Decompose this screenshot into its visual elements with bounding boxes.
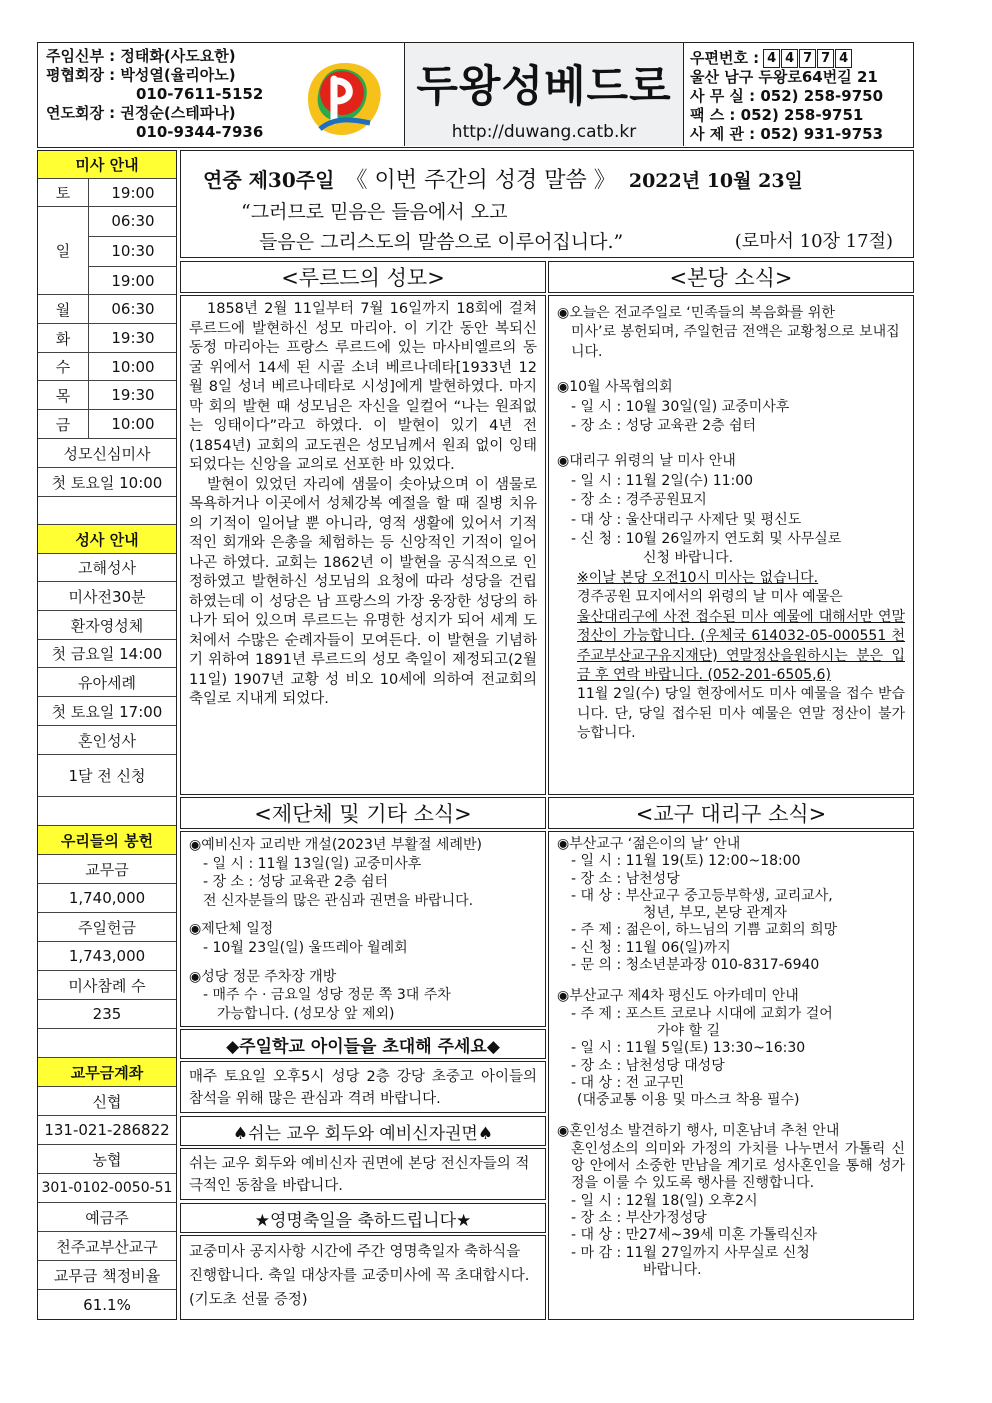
diocese-detail: - 장 소 : 남천성당: [571, 870, 680, 887]
news-detail: - 신 청 : 10월 26일까지 연도회 및 사무실로: [571, 531, 842, 548]
account-item: 131-021-286822: [38, 1115, 176, 1144]
sacrament-item: 환자영성체: [38, 610, 176, 639]
news-item: 미사’로 봉헌되며, 주일헌금 전액은 교황청으로 보내집니다.: [571, 324, 900, 360]
lourdes-paragraph: 발현이 있었던 자리에 샘물이 솟아났으며 이 샘물로 목욕하거나 이곳에서 성체강복 예절을 할 때 질병 치유의 기적이 일어날 뿐 아니라, 영적 생활에 있어서 기적적인 회개와 은총을 체험하는 등 신앙적인 기적이 일어나곤 하였다. 교회는 1862년 이 발현을 공식적으로 인정하였고 발현하신 성모님의 요청에 따라 성당을 건립하였는데 이 성당은 남 프랑스의 가장 웅장한 성당의 하나가 되어 있으며 루르드는 유명한 성지가 되어 세계 도처에서 수많은 순례자들이 모여든다. 이 발현을 기념하기 위하여 1891년 루르드의 성모 축일이 제정되고(2월 11일) 1907년 교황 성 비오 10세에 의하여 전교회의 축일로 지내게 되었다.: [189, 476, 537, 707]
news-heading: ◉대리구 위령의 날 미사 안내: [557, 453, 736, 470]
diocese-detail: - 장 소 : 남천성당 대성당: [571, 1057, 725, 1074]
mass-day: 화: [55, 329, 71, 348]
offering-item: 주일헌금: [38, 912, 176, 941]
sacrament-item: 유아세례: [38, 667, 176, 696]
parish-news-title: <본당 소식>: [548, 261, 914, 293]
banner-heading-row: [203, 163, 903, 194]
lourdes-title: <루르드의 성모>: [180, 261, 546, 293]
mass-time: 19:00: [89, 266, 177, 296]
address: 울산 남구 두왕로64번길 21: [690, 68, 878, 86]
account-item: 천주교부산교구: [38, 1231, 176, 1260]
mass-guide-title: 미사 안내: [38, 151, 176, 178]
mass-day: 목: [55, 386, 71, 405]
postal-digit: 4: [835, 49, 852, 68]
diocese-detail: - 마 감 : 11월 27일까지 사무실로 신청: [571, 1244, 810, 1261]
sacrament-item: 1달 전 신청: [38, 754, 176, 796]
diocese-detail: - 대 상 : 전 교구민: [571, 1074, 685, 1091]
fax-number: 팩 스 : 052) 258-9751: [690, 106, 864, 124]
group-heading: ◉예비신자 교리반 개설(2023년 부활절 세례반): [189, 837, 482, 853]
offering-item: 미사참례 수: [38, 970, 176, 999]
scripture-banner: [180, 150, 914, 258]
verse-line-1: “그러므로 믿음은 들음에서 오고: [241, 201, 508, 223]
sacrament-item: 혼인성사: [38, 725, 176, 754]
mass-day: 금: [55, 415, 71, 434]
mass-day: 월: [55, 300, 71, 319]
account-item: 61.1%: [38, 1289, 176, 1319]
group-detail: 가능합니다. (성모상 앞 제외): [217, 1005, 395, 1022]
offering-item: 235: [38, 999, 176, 1028]
header-contacts: [46, 47, 296, 142]
news-heading: ◉10월 사목협의회: [557, 379, 673, 396]
account-item: 교무금 책정비율: [38, 1260, 176, 1289]
postal-digit: 7: [799, 49, 816, 68]
liturgical-week: 연중 제30주일: [203, 168, 335, 192]
sidebar: [37, 150, 177, 1320]
group-detail: - 매주 수 · 금요일 성당 정문 쪽 3대 주차: [203, 987, 451, 1004]
council-line: 평협회장 : 박성열(율리아노): [46, 66, 236, 84]
office-phone: 사 무 실 : 052) 258-9750: [690, 87, 884, 105]
feast-title: ★영명축일을 축하드립니다★: [180, 1203, 546, 1233]
resting-body: 쉬는 교우 회두와 예비신자 권면에 본당 전신자들의 적극적인 동참을 바랍니다.: [180, 1148, 546, 1200]
diocese-detail: 혼인성소의 의미와 가정의 가치를 나누면서 가톨릭 신앙 안에서 소중한 만남을 계기로 성사혼인을 통해 성가정을 이룰 수 있도록 행사를 진행합니다.: [571, 1140, 905, 1192]
sacrament-item: 미사전30분: [38, 581, 176, 610]
feast-body: 교중미사 공지사항 시간에 주간 영명축일자 축하식을 진행합니다. 축일 대상자를 교중미사에 꼭 초대합시다. (기도초 선물 증정): [180, 1235, 546, 1320]
postal-label: 우편번호 :: [690, 49, 760, 67]
banner-date: 2022년 10월 23일: [628, 170, 803, 192]
diocese-detail: - 문 의 : 청소년분과장 010-8317-6940: [571, 957, 820, 974]
diocese-detail: (대중교통 이용 및 마스크 착용 필수): [577, 1092, 800, 1109]
mass-time: 10:30: [89, 236, 177, 266]
news-note: 울산대리구에 사전 접수된 미사 예물에 대해서만 연말 정산이 가능합니다. (우체국 614032-05-000551 천주교부산교구유지재단) 연말정산을원하시는 분은 입금 후 연락 바랍니다. (052-201-6505,6): [577, 608, 905, 683]
diocese-detail: - 장 소 : 부산가정성당: [571, 1209, 707, 1226]
diocese-heading: ◉부산교구 제4차 평신도 아카데미 안내: [557, 988, 799, 1005]
news-note: ※이날 본당 오전10시 미사는 없습니다.: [577, 569, 819, 586]
group-detail: 전 신자분들의 많은 관심과 권면을 바랍니다.: [203, 892, 474, 909]
offering-title: 우리들의 봉헌: [38, 825, 176, 854]
account-item: 301-0102-0050-51: [38, 1173, 176, 1202]
mass-row-wed: [38, 352, 176, 380]
header-address: [690, 49, 915, 144]
postal-row: [690, 49, 915, 68]
diocese-detail: - 일 시 : 12월 18(일) 오후2시: [571, 1192, 758, 1209]
news-detail: 신청 바랍니다.: [643, 550, 734, 567]
account-title: 교무금계좌: [38, 1057, 176, 1086]
header: [37, 42, 914, 148]
mass-day: 토: [55, 184, 71, 202]
parish-title: 두왕성베드로: [416, 62, 672, 112]
sacrament-title: 성사 안내: [38, 524, 176, 553]
diocese-detail: - 대 상 : 만27세~39세 미혼 가톨릭신자: [571, 1227, 818, 1244]
mass-time: 19:30: [88, 381, 177, 410]
mass-row-tue: [38, 323, 176, 352]
mass-row-fri: [38, 409, 176, 438]
diocese-detail: 바랍니다.: [643, 1261, 702, 1278]
account-item: 농협: [38, 1144, 176, 1173]
group-detail: - 장 소 : 성당 교육관 2층 쉼터: [203, 874, 389, 891]
diocese-detail: - 신 청 : 11월 06(일)까지: [571, 939, 731, 956]
parish-news-body: [548, 295, 914, 795]
verse-reference: (로마서 10장 17절): [734, 231, 893, 252]
parish-url[interactable]: http://duwang.catb.kr: [451, 122, 637, 142]
diocese-body: [548, 831, 914, 1320]
lourdes-body: [180, 295, 546, 795]
news-detail: - 일 시 : 11월 2일(수) 11:00: [571, 472, 754, 489]
group-detail: - 일 시 : 11월 13일(일) 교중미사후: [203, 855, 422, 872]
mass-time: 19:00: [88, 179, 177, 207]
news-detail: - 장 소 : 성당 교육관 2층 쉼터: [571, 418, 757, 435]
lourdes-paragraph: 1858년 2월 11일부터 7월 16일까지 18회에 걸쳐 루르드에 발현하신 성모 마리아. 이 기간 동안 복되신 동정 마리아는 프랑스 루르드에 있는 마사비엘르의 동굴 위에서 14세 된 시골 소녀 베르나데타[1933년 12월 8일 성녀 베르나데타로 시성]에게 발현하였다. 마지막 회의 발현 때 성모님은 자신을 일컬어 “나는 원죄없는 잉태이다”라고 하였다. 이 발현이 있기 4년 전(1854년) 교회의 교도권은 성모님께서 원죄 없이 잉태되었다는 신앙을 교의로 선포한 바 있었다.: [189, 301, 537, 473]
mass-time: 10:00: [88, 353, 177, 381]
news-detail: - 대 상 : 울산대리구 사제단 및 평신도: [571, 511, 802, 528]
group-heading: ◉제단체 일정: [189, 921, 274, 938]
group-detail: - 10월 23일(일) 울뜨레아 월례회: [203, 939, 408, 956]
verse-line-2: 들음은 그리스도의 말씀으로 이루어집니다.”: [259, 231, 624, 253]
diocese-detail: 청년, 부모, 본당 관계자: [643, 905, 787, 922]
mass-day: 수: [55, 358, 71, 376]
mary-mass-label: 성모신심미사: [38, 438, 176, 467]
mass-time: 06:30: [111, 212, 155, 230]
news-note: 11월 2일(수) 당일 현장에서도 미사 예물을 접수 받습니다. 단, 당일 접수된 미사 예물은 연말 정산이 불가능합니다.: [577, 686, 905, 742]
sunday-school-title: ◆주일학교 아이들을 초대해 주세요◆: [180, 1029, 546, 1059]
mass-row-mon: [38, 294, 176, 323]
sacrament-item: 고해성사: [38, 553, 176, 581]
groups-title: <제단체 및 기타 소식>: [180, 797, 546, 829]
council-phone: 010-7611-5152: [136, 85, 264, 103]
banner-heading: 《 이번 주간의 성경 말씀 》: [345, 168, 616, 193]
diocese-detail: - 대 상 : 부산교구 중고등부학생, 교리교사,: [571, 887, 833, 904]
mass-time: 06:30: [88, 295, 177, 324]
mass-row-sat: [38, 178, 176, 206]
mass-row-thu: [38, 380, 176, 409]
diocese-detail: - 주 제 : 젊은이, 하느님의 기쁨 교회의 희망: [571, 922, 838, 939]
postal-digit: 4: [781, 49, 798, 68]
pastor-line: 주임신부 : 정태화(사도요한): [46, 47, 236, 65]
title-box: [404, 43, 684, 146]
rectory-phone: 사 제 관 : 052) 931-9753: [690, 125, 884, 143]
mass-time: 10:00: [88, 410, 177, 439]
mary-mass-time: 첫 토요일 10:00: [38, 467, 176, 496]
mass-time: 19:30: [88, 324, 177, 353]
diocese-heading: ◉혼인성소 발견하기 행사, 미혼남녀 추천 안내: [557, 1123, 840, 1140]
sidebar-spacer: [38, 496, 176, 524]
account-item: 신협: [38, 1086, 176, 1115]
news-note: 경주공원 묘지에서의 위령의 날 미사 예물은: [577, 589, 843, 606]
postal-digit: 7: [817, 49, 834, 68]
parish-logo: [300, 57, 390, 141]
postal-digit: 4: [763, 49, 780, 68]
group-heading: ◉성당 정문 주차장 개방: [189, 968, 337, 985]
diocese-detail: - 일 시 : 11월 5일(토) 13:30~16:30: [571, 1040, 806, 1057]
prayer-phone: 010-9344-7936: [136, 123, 264, 141]
sidebar-spacer: [38, 796, 176, 825]
sacrament-item: 첫 금요일 14:00: [38, 639, 176, 667]
news-detail: - 장 소 : 경주공원묘지: [571, 492, 707, 509]
account-item: 예금주: [38, 1202, 176, 1231]
news-item: ◉오늘은 전교주일로 ‘민족들의 복음화를 위한: [557, 305, 835, 321]
mass-day: 일: [55, 242, 71, 260]
sunday-school-body: 매주 토요일 오후5시 성당 2층 강당 초중고 아이들의 참석을 위해 많은 관심과 격려 바랍니다.: [180, 1061, 546, 1113]
groups-body: [180, 831, 546, 1027]
news-detail: - 일 시 : 10월 30일(일) 교중미사후: [571, 398, 790, 415]
offering-item: 1,743,000: [38, 941, 176, 970]
resting-title: ♠쉬는 교우 회두와 예비신자권면♠: [180, 1116, 546, 1146]
prayer-line: 연도회장 : 권정순(스테파나): [46, 104, 236, 122]
diocese-title: <교구 대리구 소식>: [548, 797, 914, 829]
offering-item: 교무금: [38, 854, 176, 883]
offering-item: 1,740,000: [38, 883, 176, 912]
diocese-detail: 가야 할 길: [657, 1022, 720, 1039]
diocese-heading: ◉부산교구 ‘젊은이의 날’ 안내: [557, 836, 741, 852]
sacrament-item: 첫 토요일 17:00: [38, 696, 176, 725]
diocese-detail: - 주 제 : 포스트 코로나 시대에 교회가 걸어: [571, 1005, 833, 1022]
sidebar-spacer: [38, 1028, 176, 1057]
mass-row-sun: [38, 206, 176, 294]
diocese-detail: - 일 시 : 11월 19(토) 12:00~18:00: [571, 853, 801, 870]
